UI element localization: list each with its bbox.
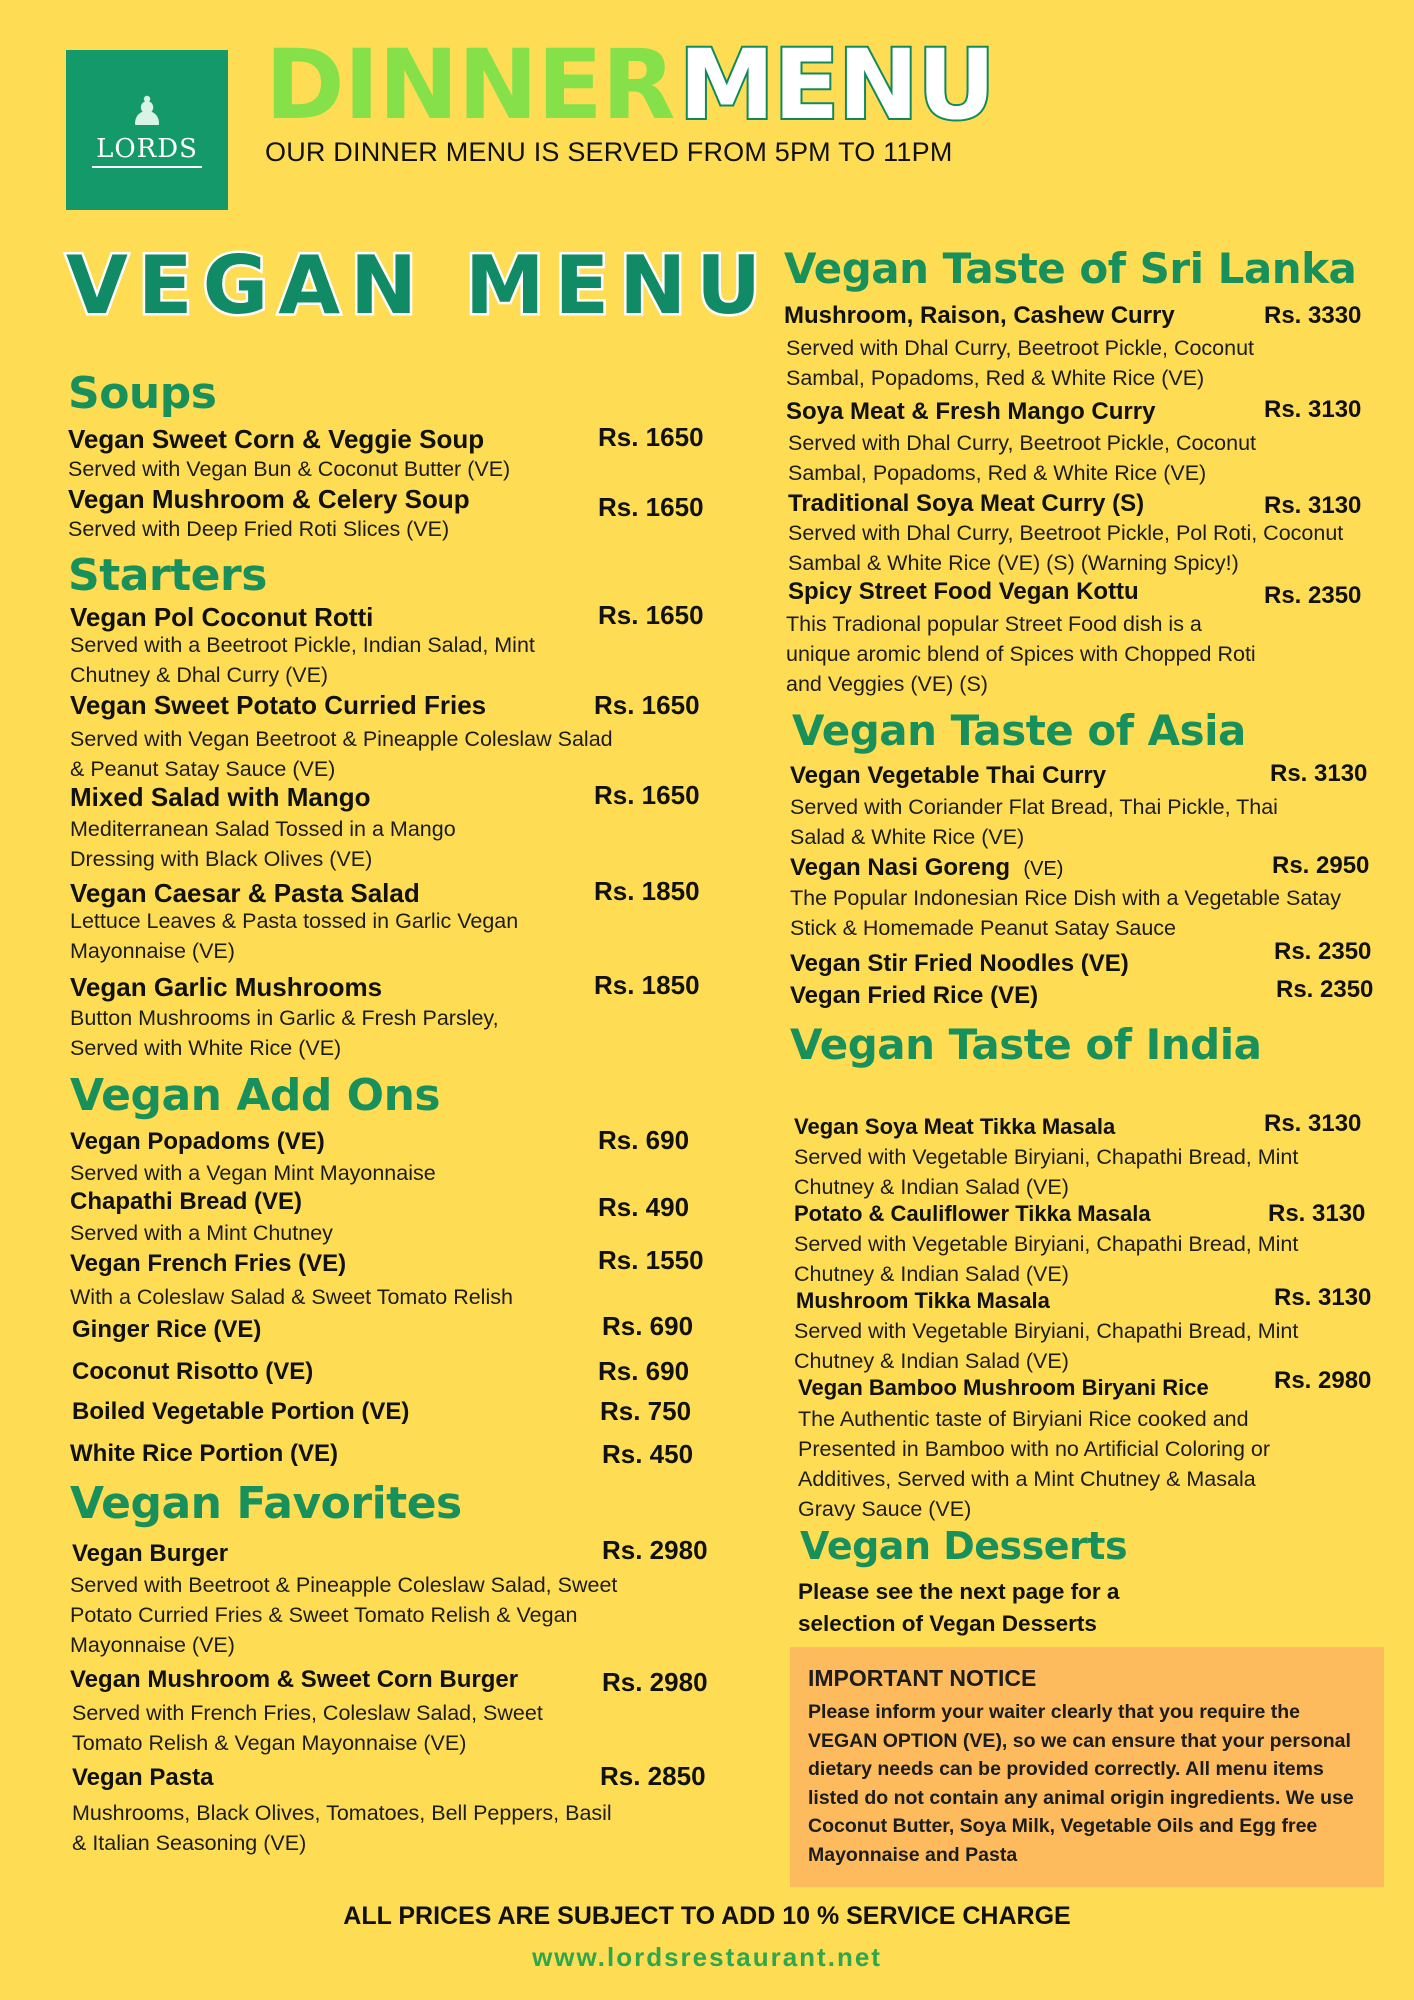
menu-item-desc: Lettuce Leaves & Pasta tossed in Garlic Vegan Mayonnaise (VE) <box>70 909 519 963</box>
section-favorites-title: Vegan Favorites <box>70 1478 462 1529</box>
menu-item-name: Vegan Garlic Mushrooms <box>70 972 383 1002</box>
menu-item-name: Vegan Vegetable Thai Curry <box>790 762 1107 789</box>
menu-item-name: Vegan Pasta <box>72 1764 214 1791</box>
menu-item-price: Rs. 1650 <box>598 600 704 630</box>
menu-item-desc: Served with Vegan Beetroot & Pineapple Coleslaw Salad & Peanut Satay Sauce (VE) <box>70 727 613 781</box>
menu-item-name: Chapathi Bread (VE) <box>70 1188 303 1215</box>
menu-item-name: Ginger Rice (VE) <box>72 1316 262 1343</box>
menu-item-name: Vegan Bamboo Mushroom Biryani Rice <box>798 1375 1209 1400</box>
menu-item-name: Mushroom, Raison, Cashew Curry <box>784 302 1175 329</box>
menu-item-price: Rs. 450 <box>602 1439 694 1469</box>
menu-item-price: Rs. 1850 <box>594 970 700 1000</box>
menu-item-name: Soya Meat & Fresh Mango Curry <box>786 398 1156 425</box>
menu-item-desc: Served with a Vegan Mint Mayonnaise <box>70 1161 436 1185</box>
item-name-text: Vegan Nasi Goreng <box>790 854 1011 881</box>
serving-hours: OUR DINNER MENU IS SERVED FROM 5PM TO 11PM <box>265 137 953 167</box>
menu-item-desc: Served with a Beetroot Pickle, Indian Salad, Mint Chutney & Dhal Curry (VE) <box>70 633 535 687</box>
menu-item-desc: Mediterranean Salad Tossed in a Mango Dressing with Black Olives (VE) <box>70 817 456 871</box>
menu-item-price: Rs. 2980 <box>1274 1367 1372 1394</box>
menu-item-price: Rs. 2980 <box>602 1667 708 1697</box>
menu-item-desc: Served with Vegetable Biryiani, Chapathi Bread, Mint Chutney & Indian Salad (VE) <box>794 1232 1299 1286</box>
menu-item-desc: The Authentic taste of Biryiani Rice cooked and Presented in Bamboo with no Artificial Coloring or Additives, Served with a Mint Chutney & Masala Gravy Sauce (VE) <box>798 1407 1271 1521</box>
desserts-note: Please see the next page for a selection of Vegan Desserts <box>798 1579 1120 1636</box>
cricketer-icon: ♟ <box>129 90 165 134</box>
menu-item-name: Vegan Sweet Corn & Veggie Soup <box>68 424 485 454</box>
notice-body: Please inform your waiter clearly that you require the VEGAN OPTION (VE), so we can ensure that your personal dietary needs can be provided correctly. All menu items listed do not contain any animal origin ingredients. We use Coconut Butter, Soya Milk, Vegetable Oils and Egg free Mayonnaise and Pasta <box>808 1701 1354 1866</box>
important-notice <box>790 1647 1384 1887</box>
menu-item-price: Rs. 690 <box>598 1356 690 1386</box>
menu-item-desc: Served with Coriander Flat Bread, Thai Pickle, Thai Salad & White Rice (VE) <box>790 795 1278 849</box>
menu-item-desc: With a Coleslaw Salad & Sweet Tomato Relish <box>70 1285 513 1309</box>
website-link[interactable]: www.lordsrestaurant.net <box>532 1942 882 1972</box>
menu-item-desc: Served with Vegetable Biryiani, Chapathi Bread, Mint Chutney & Indian Salad (VE) <box>794 1319 1299 1373</box>
menu-item-desc: Served with Vegan Bun & Coconut Butter (VE) <box>68 457 511 481</box>
menu-item-price: Rs. 490 <box>598 1192 690 1222</box>
menu-item-price: Rs. 1650 <box>598 422 704 452</box>
vegan-tag: (VE) <box>1023 858 1064 880</box>
menu-item-name: Mixed Salad with Mango <box>70 782 371 812</box>
menu-item-name: Vegan Soya Meat Tikka Masala <box>794 1114 1116 1139</box>
menu-item-name: Traditional Soya Meat Curry (S) <box>788 490 1145 517</box>
menu-item-price: Rs. 3130 <box>1268 1200 1366 1227</box>
menu-item-desc: Served with French Fries, Coleslaw Salad, Sweet Tomato Relish & Vegan Mayonnaise (VE) <box>72 1701 543 1755</box>
menu-item-name: Vegan French Fries (VE) <box>70 1250 347 1277</box>
menu-item-name: Vegan Mushroom & Celery Soup <box>68 484 470 514</box>
section-starters-title: Starters <box>68 550 267 601</box>
menu-item-name: White Rice Portion (VE) <box>70 1440 339 1467</box>
menu-item-price: Rs. 3130 <box>1264 396 1362 423</box>
section-soups-title: Soups <box>68 368 217 419</box>
menu-item-name: Vegan Mushroom & Sweet Corn Burger <box>70 1666 519 1693</box>
menu-item-desc: Served with a Mint Chutney <box>70 1221 333 1245</box>
section-sri-lanka-title: Vegan Taste of Sri Lanka <box>784 244 1357 293</box>
notice-title: IMPORTANT NOTICE <box>808 1665 1037 1691</box>
title-menu: MENU <box>679 29 995 141</box>
title-dinner: DINNER <box>265 29 675 141</box>
service-charge-note: ALL PRICES ARE SUBJECT TO ADD 10 % SERVICE CHARGE <box>343 1902 1071 1930</box>
menu-item-price: Rs. 2850 <box>600 1761 706 1791</box>
menu-item-name <box>790 854 1063 882</box>
logo-text: LORDS <box>92 134 202 168</box>
menu-item-name: Spicy Street Food Vegan Kottu <box>788 578 1139 605</box>
menu-item-price: Rs. 2980 <box>602 1535 708 1565</box>
menu-item-price: Rs. 750 <box>600 1396 692 1426</box>
section-desserts-title: Vegan Desserts <box>800 1524 1128 1568</box>
vegan-menu-title: VEGAN MENU <box>66 239 772 332</box>
menu-item-price: Rs. 1550 <box>598 1245 704 1275</box>
menu-item-price: Rs. 1650 <box>594 780 700 810</box>
menu-item-price: Rs. 2950 <box>1272 852 1370 879</box>
menu-item-price: Rs. 2350 <box>1264 582 1362 609</box>
menu-item-name: Vegan Caesar & Pasta Salad <box>70 878 420 908</box>
menu-item-name: Vegan Popadoms (VE) <box>70 1128 325 1155</box>
menu-item-name: Mushroom Tikka Masala <box>796 1288 1050 1313</box>
menu-item-price: Rs. 3330 <box>1264 302 1362 329</box>
menu-item-desc: Mushrooms, Black Olives, Tomatoes, Bell Peppers, Basil & Italian Seasoning (VE) <box>72 1801 612 1855</box>
menu-item-name: Vegan Pol Coconut Rotti <box>70 602 374 632</box>
menu-item-price: Rs. 2350 <box>1274 938 1372 965</box>
menu-item-desc: Served with Beetroot & Pineapple Coleslaw Salad, Sweet Potato Curried Fries & Sweet Tomato Relish & Vegan Mayonnaise (VE) <box>70 1573 618 1657</box>
menu-item-price: Rs. 690 <box>602 1311 694 1341</box>
menu-item-desc: Served with Dhal Curry, Beetroot Pickle, Coconut Sambal, Popadoms, Red & White Rice (VE) <box>788 431 1257 485</box>
menu-item-name: Vegan Stir Fried Noodles (VE) <box>790 950 1129 977</box>
menu-item-price: Rs. 3130 <box>1264 1110 1362 1137</box>
menu-item-name: Potato & Cauliflower Tikka Masala <box>794 1201 1151 1226</box>
menu-item-desc: Button Mushrooms in Garlic & Fresh Parsley, Served with White Rice (VE) <box>70 1006 499 1060</box>
left-column <box>66 0 716 2000</box>
menu-item-desc: Served with Dhal Curry, Beetroot Pickle, Pol Roti, Coconut Sambal & White Rice (VE) (S) (Warning Spicy!) <box>788 521 1344 575</box>
menu-item-price: Rs. 3130 <box>1270 760 1368 787</box>
menu-item-desc: Served with Dhal Curry, Beetroot Pickle, Coconut Sambal, Popadoms, Red & White Rice (VE) <box>786 336 1255 390</box>
menu-item-desc: Served with Vegetable Biryiani, Chapathi Bread, Mint Chutney & Indian Salad (VE) <box>794 1145 1299 1199</box>
menu-item-name: Vegan Burger <box>72 1540 229 1567</box>
section-india-title: Vegan Taste of India <box>790 1020 1262 1069</box>
menu-item-name: Vegan Sweet Potato Curried Fries <box>70 690 487 720</box>
menu-item-price: Rs. 1650 <box>594 690 700 720</box>
menu-item-name: Vegan Fried Rice (VE) <box>790 982 1039 1009</box>
menu-item-price: Rs. 3130 <box>1274 1284 1372 1311</box>
section-addons-title: Vegan Add Ons <box>70 1070 441 1121</box>
menu-item-price: Rs. 1850 <box>594 876 700 906</box>
menu-item-name: Coconut Risotto (VE) <box>72 1358 314 1385</box>
menu-item-desc: The Popular Indonesian Rice Dish with a Vegetable Satay Stick & Homemade Peanut Satay Sauce <box>790 886 1341 940</box>
menu-item-price: Rs. 690 <box>598 1125 690 1155</box>
menu-item-price: Rs. 1650 <box>598 492 704 522</box>
section-asia-title: Vegan Taste of Asia <box>792 706 1246 755</box>
menu-item-desc: Served with Deep Fried Roti Slices (VE) <box>68 517 450 541</box>
menu-item-price: Rs. 3130 <box>1264 492 1362 519</box>
menu-item-name: Boiled Vegetable Portion (VE) <box>72 1398 410 1425</box>
menu-item-desc: This Tradional popular Street Food dish is a unique aromic blend of Spices with Chopped Roti and Veggies (VE) (S) <box>786 612 1256 696</box>
menu-item-price: Rs. 2350 <box>1276 976 1374 1003</box>
